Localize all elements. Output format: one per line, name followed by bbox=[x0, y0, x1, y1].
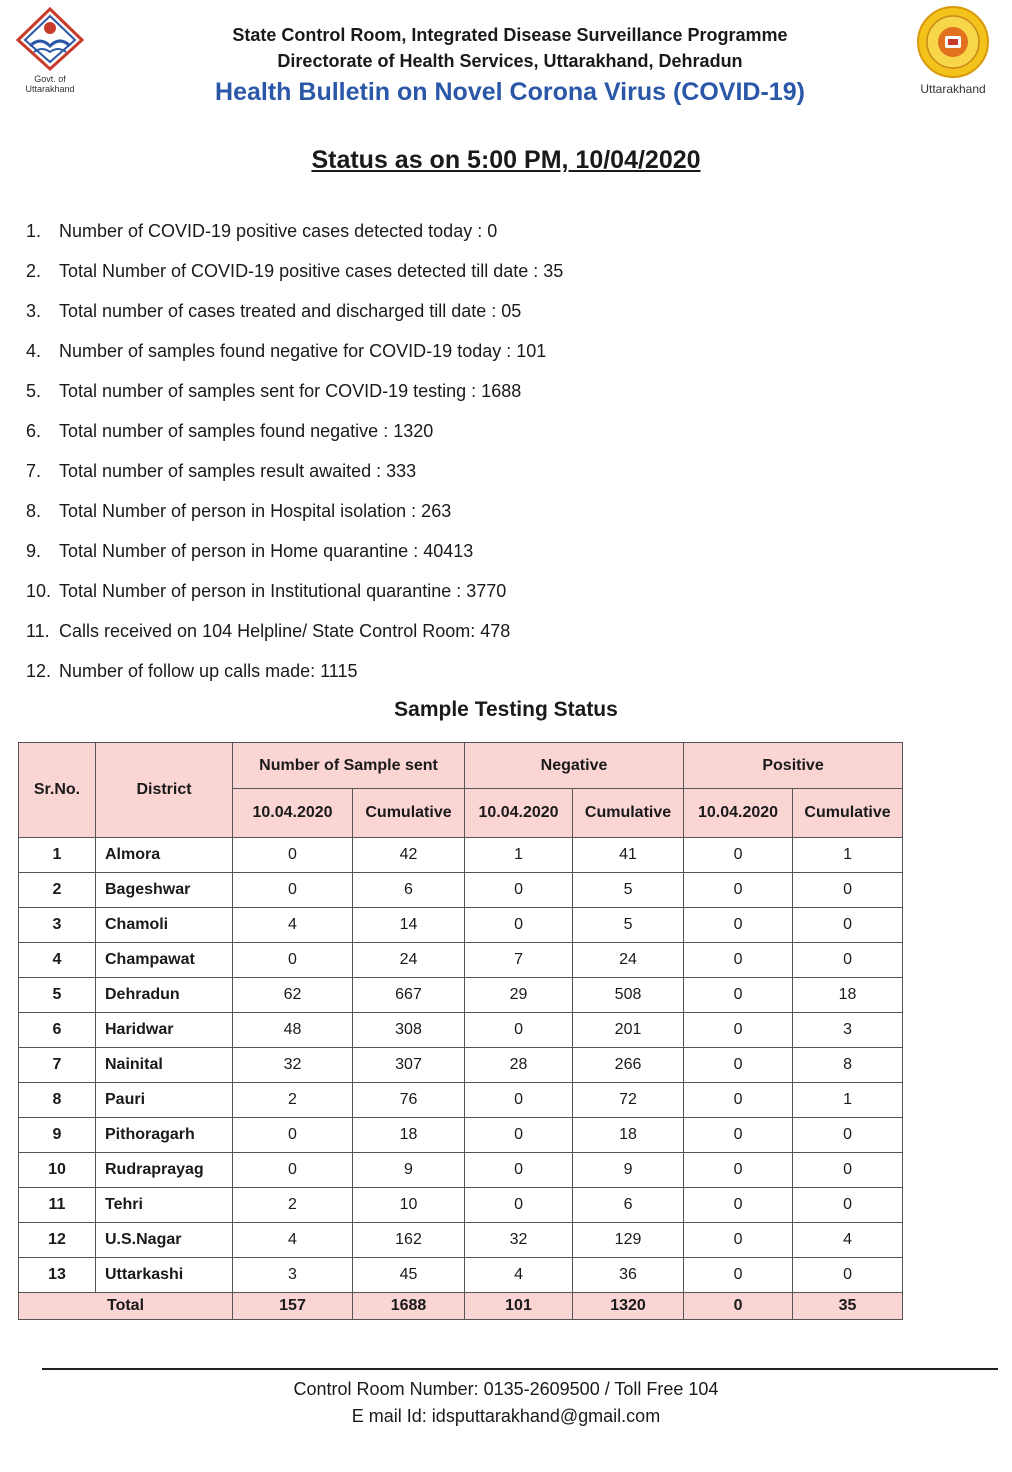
row-srno: 8 bbox=[19, 1083, 96, 1118]
row-value-cell: 0 bbox=[465, 873, 573, 908]
row-srno: 3 bbox=[19, 908, 96, 943]
row-value-cell: 4 bbox=[793, 1223, 903, 1258]
row-value-cell: 162 bbox=[353, 1223, 465, 1258]
status-item bbox=[26, 334, 563, 374]
table-row bbox=[19, 908, 903, 943]
row-value-cell: 0 bbox=[793, 1258, 903, 1293]
row-value-cell: 129 bbox=[573, 1223, 684, 1258]
sample-testing-table bbox=[18, 742, 903, 1320]
status-item-text: Calls received on 104 Helpline/ State Control Room: 478 bbox=[59, 621, 511, 641]
table-title: Sample Testing Status bbox=[394, 698, 618, 721]
status-item bbox=[26, 574, 563, 614]
row-value-cell: 45 bbox=[353, 1258, 465, 1293]
status-item-number: 7. bbox=[26, 461, 42, 481]
status-item-text: Number of follow up calls made: 1115 bbox=[59, 661, 358, 681]
status-item-text: Total Number of COVID-19 positive cases detected till date : 35 bbox=[59, 261, 564, 281]
row-value-cell: 0 bbox=[684, 908, 793, 943]
row-value-cell: 667 bbox=[353, 978, 465, 1013]
status-item-text: Number of samples found negative for COVID-19 today : 101 bbox=[59, 341, 547, 361]
row-value-cell: 9 bbox=[573, 1153, 684, 1188]
row-value-cell: 0 bbox=[684, 1118, 793, 1153]
total-cell: 35 bbox=[793, 1293, 903, 1320]
row-value-cell: 9 bbox=[353, 1153, 465, 1188]
row-district: Nainital bbox=[96, 1048, 233, 1083]
row-value-cell: 0 bbox=[684, 1048, 793, 1083]
row-value-cell: 8 bbox=[793, 1048, 903, 1083]
col-header-negative-date: 10.04.2020 bbox=[465, 789, 573, 838]
row-district: Dehradun bbox=[96, 978, 233, 1013]
row-value-cell: 36 bbox=[573, 1258, 684, 1293]
status-list bbox=[26, 214, 563, 694]
row-district: Rudraprayag bbox=[96, 1153, 233, 1188]
row-value-cell: 24 bbox=[573, 943, 684, 978]
bulletin-header bbox=[0, 0, 1012, 120]
row-value-cell: 1 bbox=[465, 838, 573, 873]
row-value-cell: 0 bbox=[684, 1153, 793, 1188]
row-value-cell: 10 bbox=[353, 1188, 465, 1223]
row-value-cell: 18 bbox=[793, 978, 903, 1013]
row-value-cell: 5 bbox=[573, 873, 684, 908]
status-item-text: Total Number of person in Home quarantine : 40413 bbox=[59, 541, 474, 561]
footer-email-line: E mail Id: idsputtarakhand@gmail.com bbox=[351, 1406, 661, 1426]
row-value-cell: 0 bbox=[465, 908, 573, 943]
status-item-number: 9. bbox=[26, 541, 42, 561]
row-value-cell: 0 bbox=[793, 873, 903, 908]
row-value-cell: 307 bbox=[353, 1048, 465, 1083]
row-value-cell: 0 bbox=[684, 1223, 793, 1258]
row-district: Pithoragarh bbox=[96, 1118, 233, 1153]
col-header-positive: Positive bbox=[684, 743, 903, 789]
row-value-cell: 0 bbox=[684, 1258, 793, 1293]
table-row bbox=[19, 943, 903, 978]
col-header-negative: Negative bbox=[465, 743, 684, 789]
col-header-positive-cumulative: Cumulative bbox=[793, 789, 903, 838]
row-value-cell: 32 bbox=[465, 1223, 573, 1258]
row-value-cell: 0 bbox=[793, 908, 903, 943]
status-item-number: 12. bbox=[26, 661, 52, 681]
col-header-srno: Sr.No. bbox=[19, 743, 96, 838]
status-item-text: Total number of cases treated and discharged till date : 05 bbox=[59, 301, 522, 321]
header-org-line: State Control Room, Integrated Disease Surveillance Programme bbox=[232, 25, 788, 45]
uttarakhand-logo-caption: Uttarakhand bbox=[920, 82, 986, 96]
status-item-number: 10. bbox=[26, 581, 52, 601]
row-srno: 5 bbox=[19, 978, 96, 1013]
row-value-cell: 0 bbox=[684, 978, 793, 1013]
govt-uttarakhand-logo bbox=[10, 6, 90, 94]
total-cell: 101 bbox=[465, 1293, 573, 1320]
col-header-negative-cumulative: Cumulative bbox=[573, 789, 684, 838]
status-item-number: 4. bbox=[26, 341, 42, 361]
col-header-samples-sent: Number of Sample sent bbox=[233, 743, 465, 789]
row-value-cell: 48 bbox=[233, 1013, 353, 1048]
row-district: Chamoli bbox=[96, 908, 233, 943]
row-srno: 1 bbox=[19, 838, 96, 873]
status-item bbox=[26, 614, 563, 654]
status-item-text: Total Number of person in Hospital isolation : 263 bbox=[59, 501, 452, 521]
status-item-text: Total number of samples result awaited : 333 bbox=[59, 461, 417, 481]
govt-logo-caption: Govt. of Uttarakhand bbox=[25, 74, 75, 94]
footer bbox=[0, 1376, 1012, 1430]
row-district: Bageshwar bbox=[96, 873, 233, 908]
total-cell: 1688 bbox=[353, 1293, 465, 1320]
uttarakhand-logo bbox=[905, 4, 1001, 96]
row-value-cell: 266 bbox=[573, 1048, 684, 1083]
table-row bbox=[19, 1118, 903, 1153]
col-header-district: District bbox=[96, 743, 233, 838]
row-value-cell: 201 bbox=[573, 1013, 684, 1048]
row-value-cell: 0 bbox=[684, 1083, 793, 1118]
row-district: Almora bbox=[96, 838, 233, 873]
status-item-number: 2. bbox=[26, 261, 42, 281]
table-row bbox=[19, 1083, 903, 1118]
table-row bbox=[19, 873, 903, 908]
status-item bbox=[26, 294, 563, 334]
row-district: U.S.Nagar bbox=[96, 1223, 233, 1258]
bulletin-title: Health Bulletin on Novel Corona Virus (COVID-19) bbox=[215, 78, 805, 106]
total-label: Total bbox=[19, 1293, 233, 1320]
row-srno: 4 bbox=[19, 943, 96, 978]
row-value-cell: 0 bbox=[465, 1118, 573, 1153]
header-directorate-line: Directorate of Health Services, Uttarakhand, Dehradun bbox=[277, 51, 743, 71]
status-item-text: Number of COVID-19 positive cases detected today : 0 bbox=[59, 221, 498, 241]
row-value-cell: 0 bbox=[233, 873, 353, 908]
row-value-cell: 72 bbox=[573, 1083, 684, 1118]
row-value-cell: 0 bbox=[233, 1118, 353, 1153]
row-value-cell: 1 bbox=[793, 1083, 903, 1118]
total-cell: 157 bbox=[233, 1293, 353, 1320]
row-srno: 12 bbox=[19, 1223, 96, 1258]
row-value-cell: 6 bbox=[353, 873, 465, 908]
row-srno: 7 bbox=[19, 1048, 96, 1083]
status-item bbox=[26, 414, 563, 454]
row-value-cell: 2 bbox=[233, 1083, 353, 1118]
row-value-cell: 508 bbox=[573, 978, 684, 1013]
row-district: Haridwar bbox=[96, 1013, 233, 1048]
row-value-cell: 24 bbox=[353, 943, 465, 978]
footer-divider bbox=[42, 1368, 998, 1370]
status-item bbox=[26, 254, 563, 294]
govt-emblem-icon bbox=[14, 6, 86, 72]
row-value-cell: 5 bbox=[573, 908, 684, 943]
row-value-cell: 6 bbox=[573, 1188, 684, 1223]
table-row bbox=[19, 978, 903, 1013]
status-item-number: 1. bbox=[26, 221, 42, 241]
row-srno: 13 bbox=[19, 1258, 96, 1293]
table-body bbox=[19, 838, 903, 1293]
row-value-cell: 0 bbox=[793, 1118, 903, 1153]
status-item bbox=[26, 374, 563, 414]
row-value-cell: 18 bbox=[353, 1118, 465, 1153]
table-row bbox=[19, 1048, 903, 1083]
table-row bbox=[19, 1153, 903, 1188]
row-district: Tehri bbox=[96, 1188, 233, 1223]
header-text-block bbox=[130, 22, 890, 107]
row-value-cell: 0 bbox=[684, 943, 793, 978]
row-value-cell: 29 bbox=[465, 978, 573, 1013]
status-item-text: Total number of samples sent for COVID-19 testing : 1688 bbox=[59, 381, 522, 401]
row-value-cell: 0 bbox=[793, 1153, 903, 1188]
status-title: Status as on 5:00 PM, 10/04/2020 bbox=[311, 146, 701, 174]
row-value-cell: 42 bbox=[353, 838, 465, 873]
row-value-cell: 3 bbox=[233, 1258, 353, 1293]
row-value-cell: 0 bbox=[233, 1153, 353, 1188]
row-value-cell: 1 bbox=[793, 838, 903, 873]
row-value-cell: 32 bbox=[233, 1048, 353, 1083]
row-value-cell: 0 bbox=[684, 1188, 793, 1223]
status-item-number: 8. bbox=[26, 501, 42, 521]
table-row bbox=[19, 1223, 903, 1258]
row-value-cell: 4 bbox=[465, 1258, 573, 1293]
row-value-cell: 0 bbox=[233, 943, 353, 978]
table-row bbox=[19, 1258, 903, 1293]
state-emblem-icon bbox=[912, 4, 994, 80]
row-value-cell: 41 bbox=[573, 838, 684, 873]
status-item bbox=[26, 214, 563, 254]
status-item-number: 3. bbox=[26, 301, 42, 321]
table-total-row bbox=[19, 1293, 903, 1320]
row-srno: 11 bbox=[19, 1188, 96, 1223]
row-district: Pauri bbox=[96, 1083, 233, 1118]
row-value-cell: 0 bbox=[684, 838, 793, 873]
status-item-text: Total number of samples found negative : 1320 bbox=[59, 421, 434, 441]
total-cell: 0 bbox=[684, 1293, 793, 1320]
status-item-text: Total Number of person in Institutional quarantine : 3770 bbox=[59, 581, 507, 601]
status-item-number: 6. bbox=[26, 421, 42, 441]
row-value-cell: 0 bbox=[793, 1188, 903, 1223]
row-value-cell: 308 bbox=[353, 1013, 465, 1048]
row-value-cell: 18 bbox=[573, 1118, 684, 1153]
total-cell: 1320 bbox=[573, 1293, 684, 1320]
row-value-cell: 0 bbox=[233, 838, 353, 873]
row-value-cell: 62 bbox=[233, 978, 353, 1013]
row-srno: 9 bbox=[19, 1118, 96, 1153]
table-header-row bbox=[19, 743, 903, 789]
row-value-cell: 76 bbox=[353, 1083, 465, 1118]
row-srno: 6 bbox=[19, 1013, 96, 1048]
row-value-cell: 0 bbox=[465, 1188, 573, 1223]
status-item bbox=[26, 454, 563, 494]
row-value-cell: 28 bbox=[465, 1048, 573, 1083]
status-item bbox=[26, 534, 563, 574]
row-value-cell: 0 bbox=[465, 1083, 573, 1118]
row-value-cell: 7 bbox=[465, 943, 573, 978]
col-header-sent-cumulative: Cumulative bbox=[353, 789, 465, 838]
status-item bbox=[26, 654, 563, 694]
table-row bbox=[19, 1188, 903, 1223]
col-header-sent-date: 10.04.2020 bbox=[233, 789, 353, 838]
row-value-cell: 14 bbox=[353, 908, 465, 943]
row-value-cell: 0 bbox=[465, 1013, 573, 1048]
row-value-cell: 4 bbox=[233, 908, 353, 943]
status-item bbox=[26, 494, 563, 534]
row-srno: 2 bbox=[19, 873, 96, 908]
row-district: Uttarkashi bbox=[96, 1258, 233, 1293]
row-value-cell: 4 bbox=[233, 1223, 353, 1258]
row-srno: 10 bbox=[19, 1153, 96, 1188]
footer-contact-line: Control Room Number: 0135-2609500 / Toll Free 104 bbox=[293, 1379, 719, 1399]
row-value-cell: 0 bbox=[465, 1153, 573, 1188]
table-row bbox=[19, 838, 903, 873]
status-item-number: 5. bbox=[26, 381, 42, 401]
row-value-cell: 0 bbox=[793, 943, 903, 978]
row-value-cell: 0 bbox=[684, 1013, 793, 1048]
row-value-cell: 0 bbox=[684, 873, 793, 908]
status-item-number: 11. bbox=[26, 621, 50, 641]
row-district: Champawat bbox=[96, 943, 233, 978]
row-value-cell: 2 bbox=[233, 1188, 353, 1223]
row-value-cell: 3 bbox=[793, 1013, 903, 1048]
col-header-positive-date: 10.04.2020 bbox=[684, 789, 793, 838]
table-row bbox=[19, 1013, 903, 1048]
